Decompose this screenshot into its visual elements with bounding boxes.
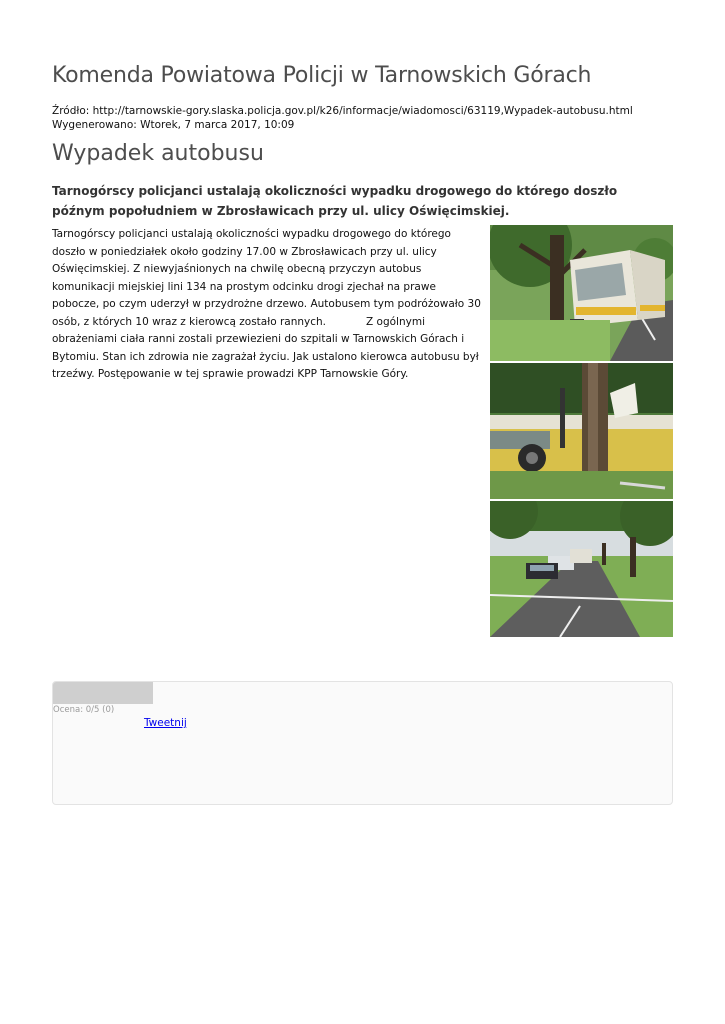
article-body	[52, 226, 482, 384]
rating-text: Ocena: 0/5 (0)	[53, 705, 115, 715]
photo-bus-side[interactable]	[490, 363, 673, 499]
article-body-part2: Z ogólnymi obrażeniami ciała ranni zostali przewiezieni do szpitali w Tarnowskich Górach i Bytomiu. Stan ich zdrowia nie zagrażał życiu. Jak ustalono kierowca autobusu był trzeźwy. Postępowanie w tej sprawie prowadzi KPP Tarnowskie Góry.	[52, 315, 479, 380]
photo-road-scene[interactable]	[490, 501, 673, 637]
rating-stars[interactable]	[53, 682, 153, 704]
site-title: Komenda Powiatowa Policji w Tarnowskich Górach	[52, 63, 592, 88]
article-body-part1: Tarnogórscy policjanci ustalają okoliczności wypadku drogowego do którego doszło w poniedziałek około godziny 17.00 w Zbrosławicach przy ul. ulicy Oświęcimskiej. Z niewyjaśnionych na chwilę obecną przyczyn autobus komunikacji miejskiej lini 134 na prostym odcinku drogi zjechał na prawe pobocze, po czym uderzył w przydrożne drzewo. Autobusem tym podróżowało 30 osób, z których 10 wraz z kierowcą zostało rannych.	[52, 228, 481, 328]
social-widget	[52, 681, 673, 805]
photo-bus-front[interactable]	[490, 225, 673, 361]
photo-road-scene-image	[490, 501, 673, 637]
article-meta	[52, 104, 633, 132]
photo-bus-front-image	[490, 225, 673, 361]
source-line: Źródło: http://tarnowskie-gory.slaska.policja.gov.pl/k26/informacje/wiadomosci/63119,Wypadek-autobusu.html	[52, 105, 633, 117]
article-title: Wypadek autobusu	[52, 141, 264, 166]
photo-bus-side-image	[490, 363, 673, 499]
article-lead: Tarnogórscy policjanci ustalają okoliczności wypadku drogowego do którego doszło późnym popołudniem w Zbrosławicach przy ul. ulicy Oświęcimskiej.	[52, 184, 618, 218]
generated-line: Wygenerowano: Wtorek, 7 marca 2017, 10:09	[52, 119, 295, 131]
photo-gallery	[490, 225, 673, 639]
tweet-link[interactable]: Tweetnij	[144, 717, 187, 729]
